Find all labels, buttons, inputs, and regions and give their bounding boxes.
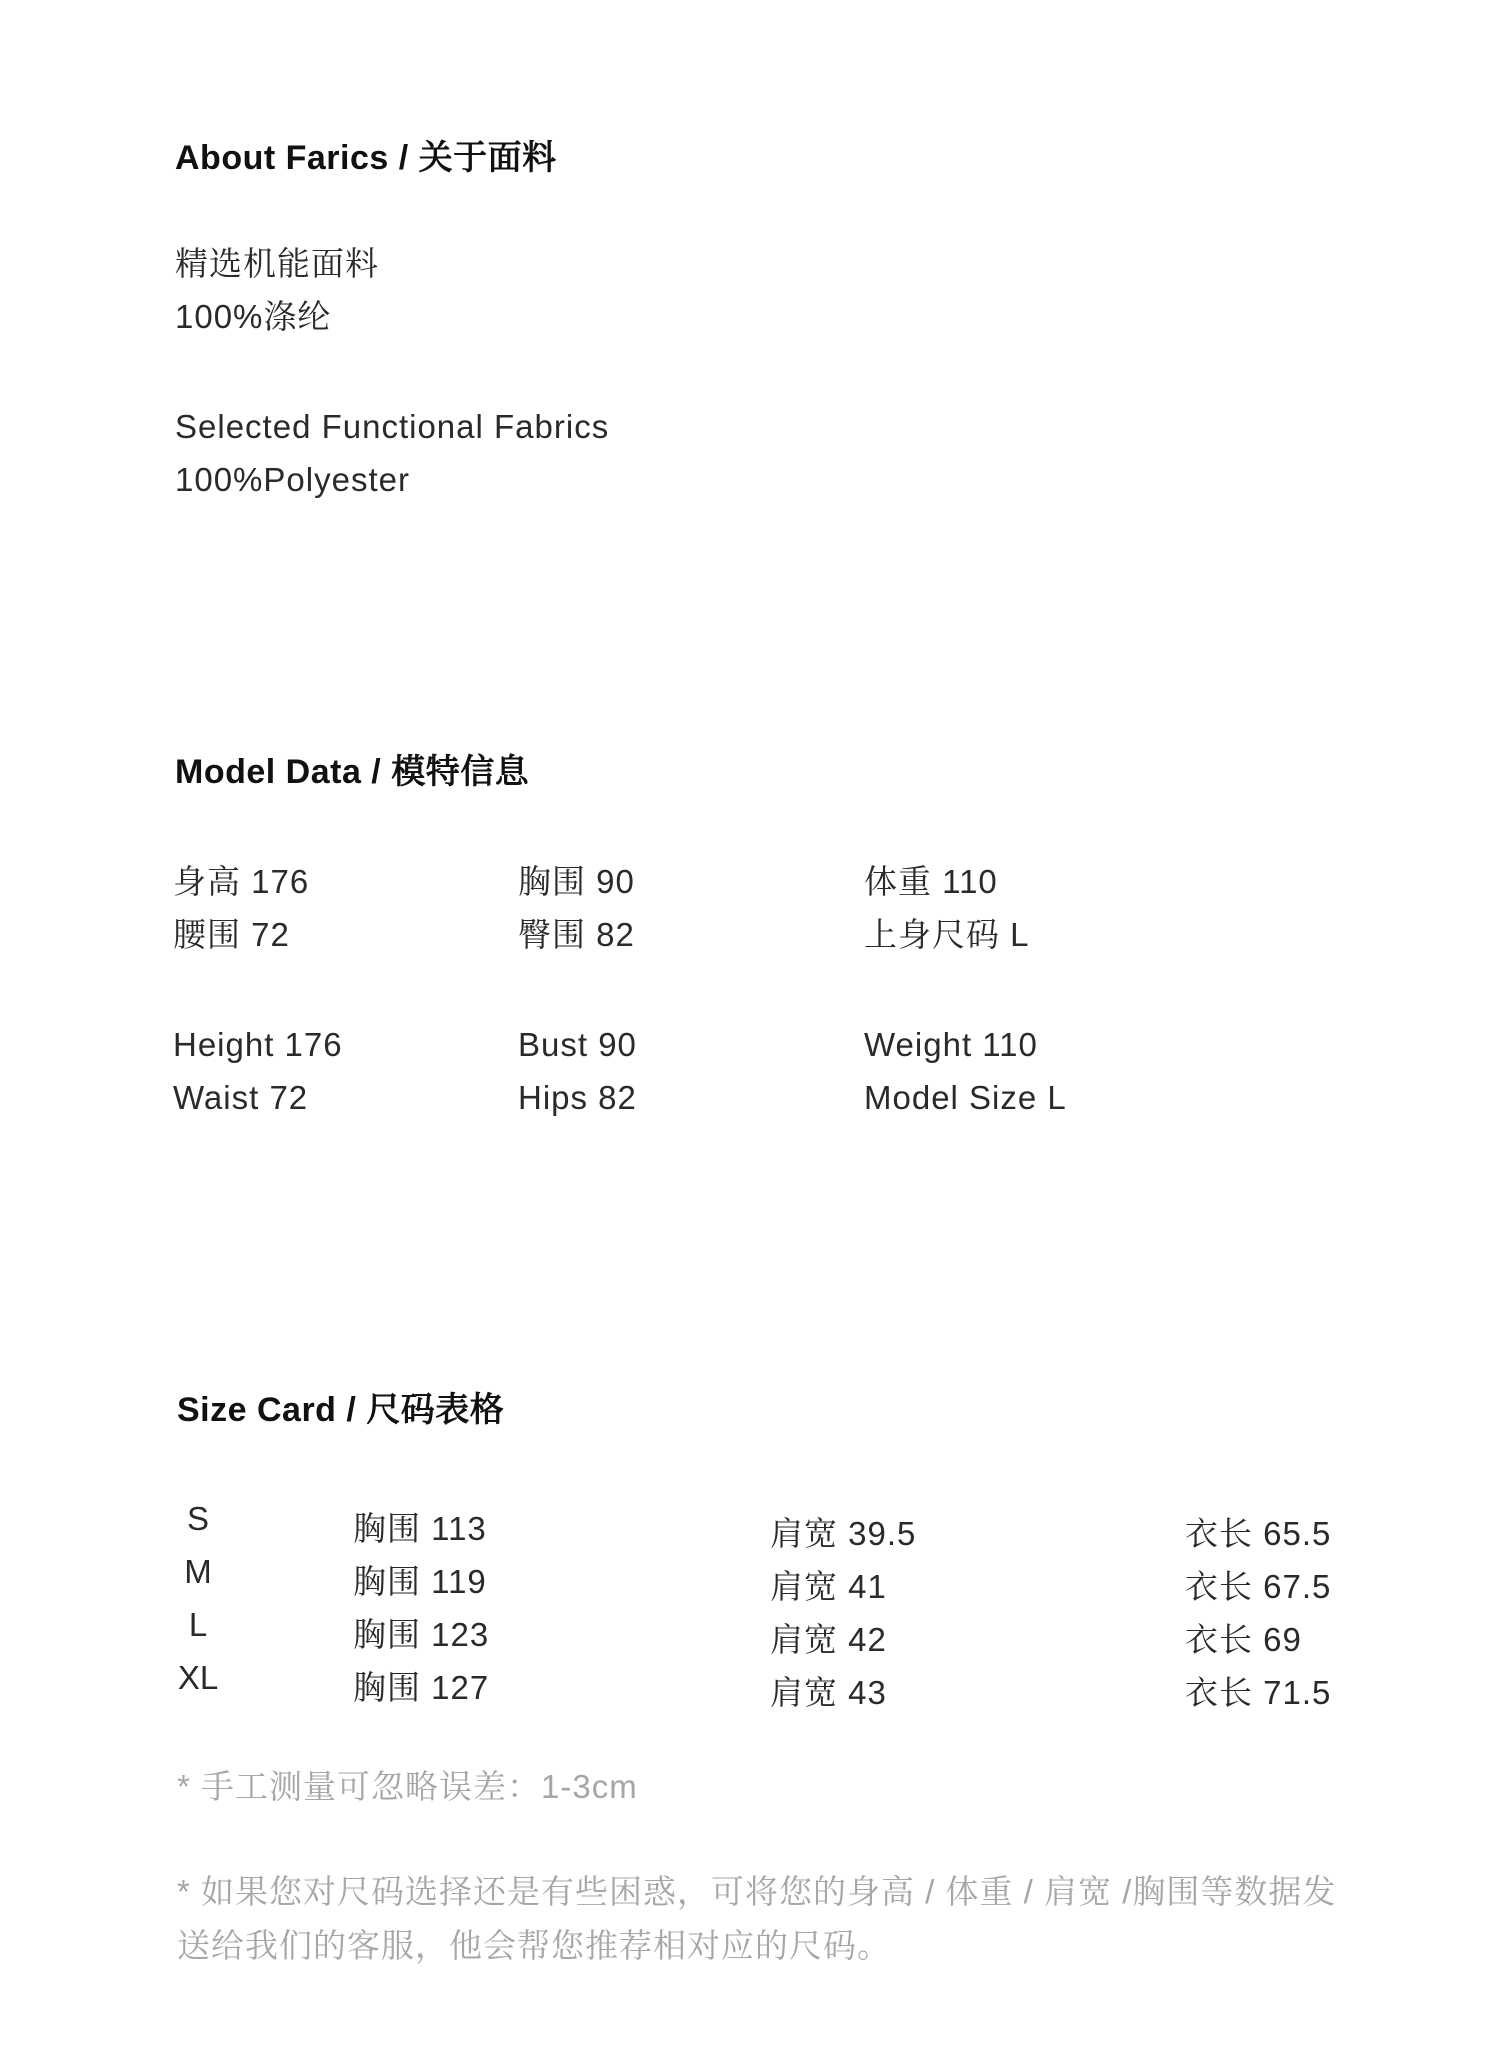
fabrics-cn-line2: 100%涤纶 <box>175 298 332 335</box>
size-xl-length: 衣长 71.5 <box>1185 1674 1332 1711</box>
fabrics-en-line1: Selected Functional Fabrics <box>175 408 610 445</box>
size-s-shoulder: 肩宽 39.5 <box>770 1515 917 1552</box>
size-s-length: 衣长 65.5 <box>1185 1515 1332 1552</box>
model-cn-height: 身高 176 <box>173 863 310 900</box>
size-label-m: M <box>184 1553 212 1590</box>
size-xl-chest: 胸围 127 <box>353 1669 490 1706</box>
model-cn-bust: 胸围 90 <box>518 863 635 900</box>
size-xl-shoulder: 肩宽 43 <box>770 1674 887 1711</box>
tolerance-note: * 手工测量可忽略误差：1-3cm <box>177 1768 638 1805</box>
size-l-shoulder: 肩宽 42 <box>770 1621 887 1658</box>
size-m-shoulder: 肩宽 41 <box>770 1568 887 1605</box>
model-en-bust: Bust 90 <box>518 1026 637 1063</box>
model-en-size: Model Size L <box>864 1079 1067 1116</box>
fabrics-cn-line1: 精选机能面料 <box>175 245 379 282</box>
size-card-heading: Size Card / 尺码表格 <box>177 1391 505 1429</box>
size-label-l: L <box>188 1606 208 1643</box>
size-s-chest: 胸围 113 <box>353 1510 487 1547</box>
size-label-xl: XL <box>177 1659 219 1696</box>
model-cn-size: 上身尺码 L <box>864 916 1030 953</box>
size-label-s: S <box>186 1500 209 1537</box>
model-cn-waist: 腰围 72 <box>173 916 290 953</box>
model-en-waist: Waist 72 <box>173 1079 309 1116</box>
model-en-weight: Weight 110 <box>864 1026 1038 1063</box>
size-advice-note: * 如果您对尺码选择还是有些困惑，可将您的身高 / 体重 / 肩宽 /胸围等数据发送给我们的客服，他会帮您推荐相对应的尺码。 <box>177 1873 1337 1964</box>
model-cn-weight: 体重 110 <box>864 863 998 900</box>
size-l-length: 衣长 69 <box>1185 1621 1302 1658</box>
fabrics-en-line2: 100%Polyester <box>175 461 410 498</box>
model-en-hips: Hips 82 <box>518 1079 637 1116</box>
model-heading: Model Data / 模特信息 <box>175 753 530 791</box>
size-m-chest: 胸围 119 <box>353 1563 487 1600</box>
fabrics-heading: About Farics / 关于面料 <box>175 139 557 177</box>
model-en-height: Height 176 <box>173 1026 343 1063</box>
size-m-length: 衣长 67.5 <box>1185 1568 1332 1605</box>
model-cn-hips: 臀围 82 <box>518 916 635 953</box>
size-l-chest: 胸围 123 <box>353 1616 490 1653</box>
